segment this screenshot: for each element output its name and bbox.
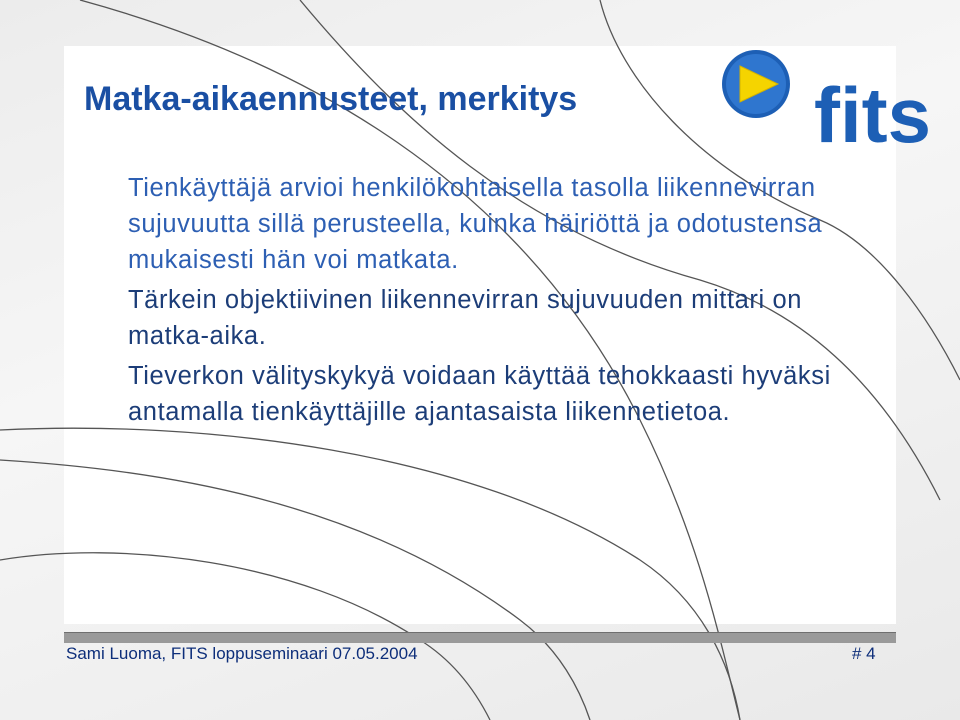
footer-bar <box>64 632 896 643</box>
page-number: # 4 <box>852 644 876 663</box>
paragraph-1: Tienkäyttäjä arvioi henkilökohtaisella tasolla liikennevirran sujuvuutta sillä perusteella, kuinka häiriöttä ja odotustensa mukaisesti hän voi matkata. <box>128 174 823 274</box>
paragraph-3: Tieverkon välityskykyä voidaan käyttää tehokkaasti hyväksi antamalla tienkäyttäjille ajantasaista liikennetietoa. <box>128 362 831 426</box>
fits-logo <box>718 38 931 159</box>
slide-body <box>128 170 868 434</box>
footer-text: Sami Luoma, FITS loppuseminaari 07.05.2004 <box>66 644 418 663</box>
slide-title: Matka-aikaennusteet, merkitys <box>84 80 578 118</box>
logo-text: fits <box>814 71 931 159</box>
paragraph-2: Tärkein objektiivinen liikennevirran sujuvuuden mittari on matka-aika. <box>128 286 803 350</box>
